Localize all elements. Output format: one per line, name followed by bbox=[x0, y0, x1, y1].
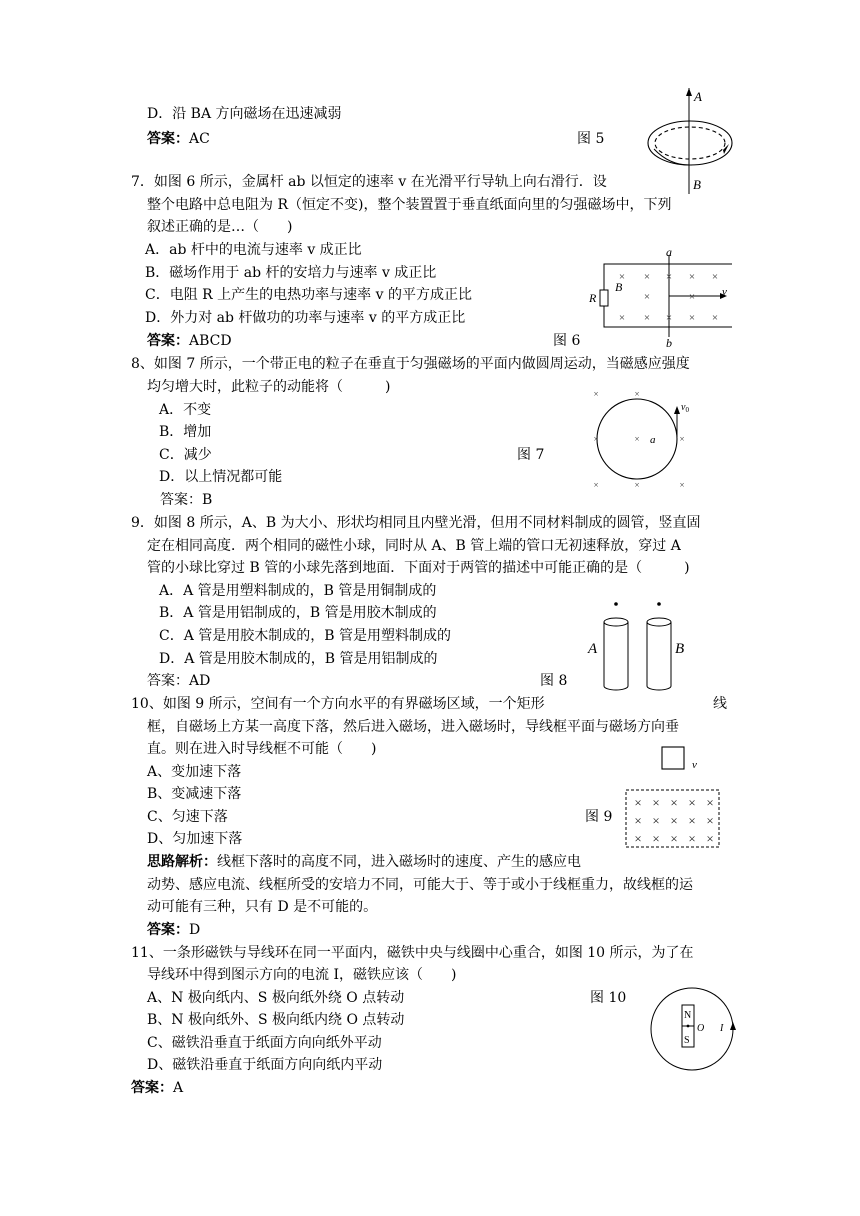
fig6-label-field: B bbox=[615, 280, 623, 294]
q8-answer: 答案：B bbox=[160, 492, 213, 508]
q10-stem-line1-tail: 线 bbox=[713, 696, 727, 712]
svg-text:×: × bbox=[634, 434, 640, 444]
q11-stem-line1: 11、一条形磁铁与导线环在同一平面内，磁铁中央与线圈中心重合，如图 10 所示，为了在 bbox=[131, 945, 694, 961]
q10-analysis-line1: 思路解析：线框下落时的高度不同，进入磁场时的速度、产生的感应电 bbox=[147, 854, 581, 870]
figure-6-caption: 图 6 bbox=[553, 333, 581, 349]
svg-text:×: × bbox=[711, 312, 719, 324]
q9-stem-line1: 9．如图 8 所示，A、B 为大小、形状均相同且内壁光滑，但用不同材料制成的圆管，竖直固 bbox=[131, 515, 701, 531]
figure-10-caption: 图 10 bbox=[590, 990, 627, 1006]
q8-option-d: D．以上情况都可能 bbox=[159, 469, 283, 485]
q10-option-c: C、匀速下落 bbox=[147, 809, 228, 825]
q10-option-b: B、变减速下落 bbox=[147, 786, 242, 802]
q11-option-d: D、磁铁沿垂直于纸面方向向纸内平动 bbox=[147, 1057, 383, 1073]
q7-stem-line2: 整个电路中总电阻为 R（恒定不变)，整个装置置于垂直纸面向里的匀强磁场中，下列 bbox=[147, 197, 672, 213]
svg-text:×: × bbox=[652, 813, 660, 828]
q8-option-c: C．减少 bbox=[159, 447, 212, 463]
q9-option-c: C．A 管是用胶木制成的，B 管是用塑料制成的 bbox=[159, 628, 452, 644]
fig10-label-s: S bbox=[684, 1035, 690, 1046]
svg-text:×: × bbox=[652, 795, 660, 810]
svg-text:×: × bbox=[593, 480, 599, 490]
svg-text:×: × bbox=[711, 271, 719, 283]
svg-text:×: × bbox=[665, 312, 673, 324]
svg-text:×: × bbox=[679, 480, 685, 490]
svg-text:×: × bbox=[706, 795, 714, 810]
svg-text:×: × bbox=[643, 291, 651, 303]
figure-7 bbox=[585, 384, 695, 494]
q8-option-b: B．增加 bbox=[159, 424, 212, 440]
fig7-label-a: a bbox=[650, 434, 656, 446]
svg-text:×: × bbox=[618, 271, 626, 283]
q11-stem-line2: 导线环中得到图示方向的电流 I，磁铁应该（ ) bbox=[147, 967, 457, 983]
fig9-label-v: v bbox=[692, 759, 697, 771]
q9-stem-line2: 定在相同高度．两个相同的磁性小球，同时从 A、B 管上端的管口无初速释放，穿过 A bbox=[147, 538, 681, 554]
q9-option-a: A．A 管是用塑料制成的，B 管是用铜制成的 bbox=[159, 583, 437, 599]
svg-text:×: × bbox=[643, 312, 651, 324]
q7-option-c: C．电阻 R 上产生的电热功率与速率 v 的平方成正比 bbox=[145, 287, 472, 303]
q8-stem-line2: 均匀增大时，此粒子的动能将（ ) bbox=[147, 379, 391, 395]
figure-8 bbox=[585, 600, 695, 695]
q9-option-b: B．A 管是用铝制成的，B 管是用胶木制成的 bbox=[159, 605, 437, 621]
svg-text:×: × bbox=[688, 831, 696, 846]
svg-text:×: × bbox=[634, 795, 642, 810]
q10-stem-line2: 框，自磁场上方某一高度下落，然后进入磁场，进入磁场时，导线框平面与磁场方向垂 bbox=[147, 719, 679, 735]
svg-text:×: × bbox=[688, 795, 696, 810]
fig10-label-n: N bbox=[684, 1010, 692, 1021]
svg-text:×: × bbox=[634, 813, 642, 828]
q7-answer: 答案：ABCD bbox=[147, 333, 232, 349]
q6-option-d: D．沿 BA 方向磁场在迅速减弱 bbox=[147, 106, 342, 122]
svg-text:×: × bbox=[679, 434, 685, 444]
figure-9-caption: 图 9 bbox=[585, 809, 613, 825]
q7-stem-line3: 叙述正确的是…（ ) bbox=[147, 219, 293, 235]
q7-stem-line1: 7．如图 6 所示，金属杆 ab 以恒定的速率 v 在光滑平行导轨上向右滑行．设 bbox=[131, 174, 607, 190]
fig6-label-r: R bbox=[589, 291, 597, 305]
fig10-label-i: I bbox=[720, 1023, 724, 1034]
svg-text:×: × bbox=[688, 291, 696, 303]
svg-text:×: × bbox=[706, 831, 714, 846]
figure-10 bbox=[644, 987, 744, 1071]
q10-analysis-line3: 动可能有三种，只有 D 是不可能的。 bbox=[147, 899, 378, 915]
svg-text:×: × bbox=[593, 434, 599, 444]
svg-text:×: × bbox=[670, 813, 678, 828]
q7-option-b: B．磁场作用于 ab 杆的安培力与速率 v 成正比 bbox=[145, 265, 437, 281]
svg-text:×: × bbox=[688, 271, 696, 283]
fig5-label-b: B bbox=[693, 177, 701, 192]
fig8-label-a: A bbox=[588, 641, 598, 657]
q9-answer: 答案：AD bbox=[147, 673, 211, 689]
fig5-label-a: A bbox=[694, 89, 702, 104]
figure-5-caption: 图 5 bbox=[577, 131, 605, 147]
q10-stem-line1: 10、如图 9 所示，空间有一个方向水平的有界磁场区域，一个矩形 bbox=[131, 696, 545, 712]
q11-option-b: B、N 极向纸外、S 极向纸内绕 O 点转动 bbox=[147, 1012, 405, 1028]
fig7-label-v0: $v_0$ bbox=[681, 402, 689, 414]
svg-text:×: × bbox=[665, 271, 673, 283]
fig10-label-o: O bbox=[697, 1023, 705, 1034]
q7-option-d: D．外力对 ab 杆做功的功率与速率 v 的平方成正比 bbox=[145, 310, 466, 326]
q10-stem-line3: 直。则在进入时导线框不可能（ ) bbox=[147, 741, 377, 757]
figure-8-caption: 图 8 bbox=[540, 673, 568, 689]
fig6-label-v: v bbox=[722, 286, 727, 298]
q7-option-a: A．ab 杆中的电流与速率 v 成正比 bbox=[145, 242, 362, 258]
q6-answer: 答案：AC bbox=[147, 131, 210, 147]
svg-text:×: × bbox=[652, 831, 660, 846]
fig6-label-b: b bbox=[666, 336, 672, 350]
q9-stem-line3: 管的小球比穿过 B 管的小球先落到地面．下面对于两管的描述中可能正确的是（ ) bbox=[147, 560, 690, 576]
q8-option-a: A．不变 bbox=[159, 402, 212, 418]
svg-text:×: × bbox=[593, 389, 599, 399]
svg-text:×: × bbox=[670, 831, 678, 846]
fig8-label-b: B bbox=[675, 641, 685, 657]
figure-7-caption: 图 7 bbox=[517, 447, 545, 463]
svg-text:×: × bbox=[634, 389, 640, 399]
svg-text:×: × bbox=[688, 312, 696, 324]
q11-option-c: C、磁铁沿垂直于纸面方向向纸外平动 bbox=[147, 1035, 382, 1051]
q9-option-d: D．A 管是用胶木制成的，B 管是用铝制成的 bbox=[159, 651, 438, 667]
figure-5 bbox=[640, 86, 740, 196]
q11-option-a: A、N 极向纸内、S 极向纸外绕 O 点转动 bbox=[147, 990, 405, 1006]
figure-9 bbox=[622, 744, 727, 854]
q10-option-a: A、变加速下落 bbox=[147, 764, 242, 780]
figure-6 bbox=[585, 245, 735, 350]
q10-option-d: D、匀加速下落 bbox=[147, 831, 243, 847]
svg-text:×: × bbox=[643, 271, 651, 283]
fig6-label-a: a bbox=[666, 245, 672, 259]
svg-text:×: × bbox=[688, 813, 696, 828]
svg-text:×: × bbox=[670, 795, 678, 810]
svg-text:×: × bbox=[706, 813, 714, 828]
q10-analysis-line2: 动势、感应电流、线框所受的安培力不同，可能大于、等于或小于线框重力，故线框的运 bbox=[147, 877, 693, 893]
svg-text:×: × bbox=[634, 480, 640, 490]
svg-text:×: × bbox=[618, 312, 626, 324]
svg-text:×: × bbox=[634, 831, 642, 846]
q10-answer: 答案：D bbox=[147, 922, 201, 938]
q11-answer: 答案：A bbox=[131, 1080, 184, 1096]
q8-stem-line1: 8、如图 7 所示，一个带正电的粒子在垂直于匀强磁场的平面内做圆周运动，当磁感应强度 bbox=[131, 356, 690, 372]
